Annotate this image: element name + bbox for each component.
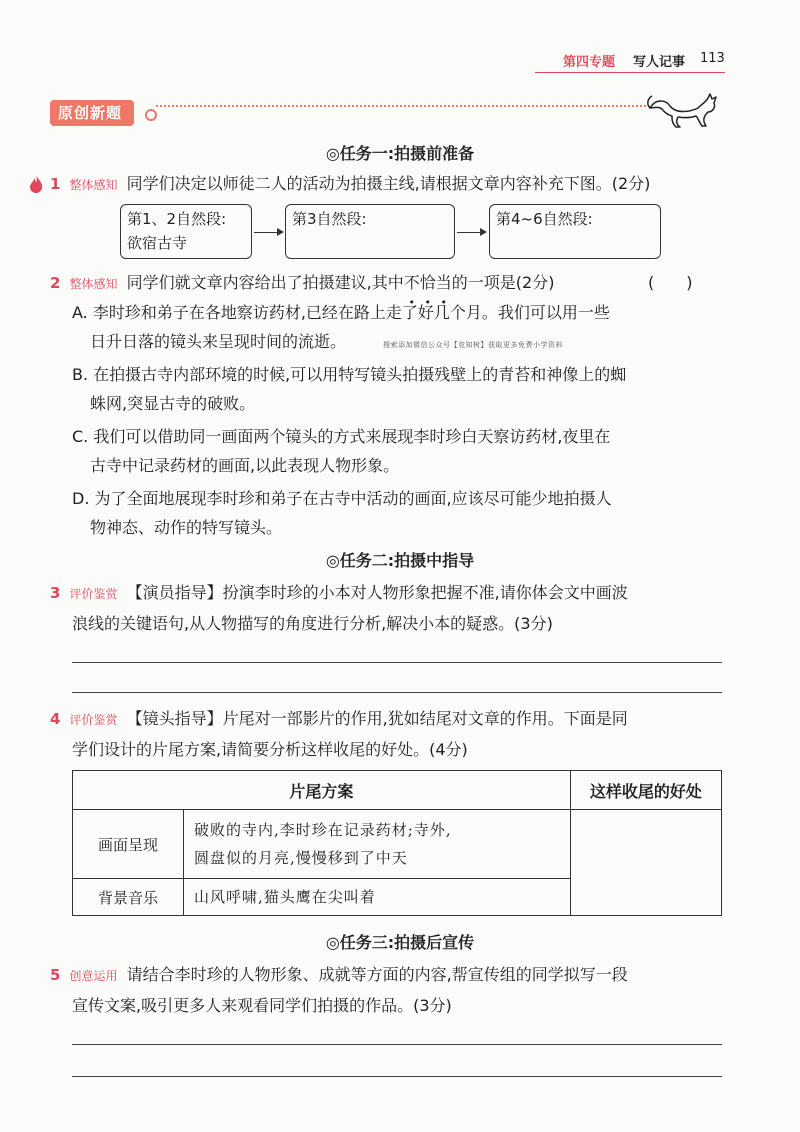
question-tag: 创意运用 xyxy=(69,969,118,983)
question-number: 1 xyxy=(50,175,61,193)
question-tag: 整体感知 xyxy=(69,178,118,192)
flow-arrow-head xyxy=(277,228,284,236)
flow-box-label: 第4~6自然段: xyxy=(496,210,593,228)
cat-icon xyxy=(646,90,720,130)
benefit-answer-cell[interactable] xyxy=(570,810,721,916)
flow-box-1 xyxy=(120,204,252,259)
question-text: 学们设计的片尾方案,请简要分析这样收尾的好处。(4分) xyxy=(72,740,468,759)
section-badge: 原创新题 xyxy=(50,100,134,126)
task-title-2: ◎任务二:拍摄中指导 xyxy=(325,551,475,570)
flow-box-3 xyxy=(489,204,661,259)
answer-line[interactable] xyxy=(72,692,722,693)
question-text: 的一项是(2分) xyxy=(451,273,555,292)
option-line: B. 在拍摄古寺内部环境的时候,可以用特写镜头拍摄残壁上的青苔和神像上的蜘 xyxy=(72,365,627,384)
option-line: 日升日落的镜头来呈现时间的流逝。 xyxy=(90,332,347,351)
emphasis-char: 恰 xyxy=(419,273,436,292)
table-header-row xyxy=(73,771,722,810)
question-text: 宣传文案,吸引更多人来观看同学们拍摄的作品。(3分) xyxy=(72,996,452,1015)
question-number: 3 xyxy=(50,584,61,602)
question-tag: 整体感知 xyxy=(69,277,118,291)
dotted-divider xyxy=(156,105,646,117)
flame-icon xyxy=(28,174,44,194)
header-topic: 写人记事 xyxy=(633,55,686,70)
question-3 xyxy=(50,578,750,638)
option-b xyxy=(72,360,732,418)
option-line: D. 为了全面地展现李时珍和弟子在古寺中活动的画面,应该尽可能少地拍摄人 xyxy=(72,489,612,508)
question-4 xyxy=(50,704,750,764)
question-1 xyxy=(50,169,750,200)
flow-box-label: 第1、2自然段: xyxy=(127,210,227,228)
flow-arrow-line xyxy=(254,232,278,233)
question-tag: 评价鉴赏 xyxy=(69,587,118,601)
row-content-line: 圆盘似的月亮,慢慢移到了中天 xyxy=(194,849,408,867)
question-2 xyxy=(50,268,750,299)
question-text: 同学们就文章内容给出了拍摄建议,其中 xyxy=(126,273,404,292)
ending-scheme-table xyxy=(72,770,722,916)
emphasis-char: 不 xyxy=(403,273,420,292)
row-content xyxy=(184,879,571,916)
task-title-3: ◎任务三:拍摄后宣传 xyxy=(325,933,475,952)
option-line: 物神态、动作的特写镜头。 xyxy=(90,518,283,537)
option-line: 蛛网,突显古寺的破败。 xyxy=(90,394,256,413)
row-content-line: 破败的寺内,李时珍在记录药材;寺外, xyxy=(194,821,452,839)
row-label: 画面呈现 xyxy=(73,810,184,879)
question-text: 同学们决定以师徒二人的活动为拍摄主线,请根据文章内容补充下图。(2分) xyxy=(126,174,651,193)
option-line: 古寺中记录药材的画面,以此表现人物形象。 xyxy=(90,456,400,475)
page-number: 113 xyxy=(700,51,725,66)
flow-box-2 xyxy=(285,204,455,259)
header-unit: 第四专题 xyxy=(563,55,616,70)
table-header-plan: 片尾方案 xyxy=(73,771,571,810)
row-label: 背景音乐 xyxy=(73,879,184,916)
answer-line[interactable] xyxy=(72,662,722,663)
question-text: 【镜头指导】片尾对一部影片的作用,犹如结尾对文章的作用。下面是同 xyxy=(126,709,628,728)
row-content xyxy=(184,810,571,879)
question-number: 2 xyxy=(50,274,61,292)
flow-arrow-head xyxy=(480,228,487,236)
question-number: 4 xyxy=(50,710,61,728)
answer-line[interactable] xyxy=(72,1044,722,1045)
promo-note: 搜索添加微信公众号【竞知树】获取更多免费小学资料 xyxy=(383,341,563,349)
option-line: A. 李时珍和弟子在各地察访药材,已经在路上走了好几个月。我们可以用一些 xyxy=(72,303,610,322)
question-tag: 评价鉴赏 xyxy=(69,713,118,727)
answer-line[interactable] xyxy=(72,1076,722,1077)
question-text: 【演员指导】扮演李时珍的小本对人物形象把握不准,请你体会文中画波 xyxy=(126,583,628,602)
option-line: C. 我们可以借助同一画面两个镜头的方式来展现李时珍白天察访药材,夜里在 xyxy=(72,427,611,446)
question-text: 请结合李时珍的人物形象、成就等方面的内容,帮宣传组的同学拟写一段 xyxy=(126,965,628,984)
row-content-line: 山风呼啸,猫头鹰在尖叫着 xyxy=(194,888,376,906)
task-title-1: ◎任务一:拍摄前准备 xyxy=(325,144,475,163)
table-row xyxy=(73,810,722,879)
option-d xyxy=(72,484,732,542)
flow-box-label: 第3自然段: xyxy=(292,210,367,228)
table-header-benefit: 这样收尾的好处 xyxy=(570,771,721,810)
question-5 xyxy=(50,960,750,1020)
question-text: 浪线的关键语句,从人物描写的角度进行分析,解决小本的疑惑。(3分) xyxy=(72,614,553,633)
answer-bracket: ( ) xyxy=(648,273,693,292)
flow-box-content: 欲宿古寺 xyxy=(127,234,188,252)
option-c xyxy=(72,422,732,480)
flow-arrow-line xyxy=(457,232,481,233)
header-rule xyxy=(535,72,725,73)
question-number: 5 xyxy=(50,966,61,984)
emphasis-char: 当 xyxy=(435,273,452,292)
